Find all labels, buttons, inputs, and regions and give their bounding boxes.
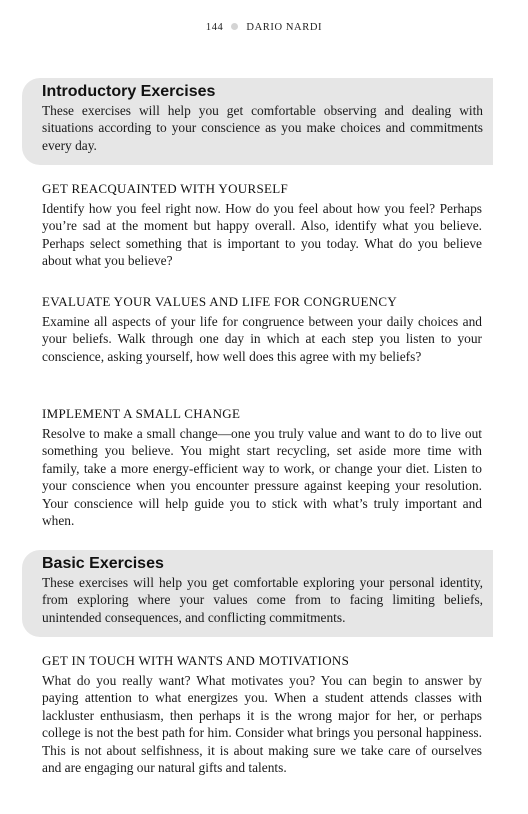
box-text: These exercises will help you get comfortable exploring your personal identity, from exploring where your values come from to facing limiting beliefs, unintended consequences, and conflicting commitments. xyxy=(42,575,483,625)
box-text: These exercises will help you get comfortable observing and dealing with situations according to your conscience as you make choices and commitments every day. xyxy=(42,103,483,153)
page-number: 144 xyxy=(205,22,224,33)
section-heading: IMPLEMENT A SMALL CHANGE xyxy=(42,406,241,421)
section-text: Identify how you feel right now. How do you feel about how you feel? Perhaps you’re sad at the moment but happy overall. Also, identify what you believe. Perhaps select something that is important to you today. What do you believe about what you believe? xyxy=(42,201,482,269)
running-head xyxy=(0,22,528,33)
section-reacquainted xyxy=(42,180,482,270)
section-text: Examine all aspects of your life for congruence between your daily choices and your beliefs. Walk through one day in which at each step you listen to your conscience, asking yourself, how well does this agree with my beliefs? xyxy=(42,314,482,364)
author-name: DARIO NARDI xyxy=(246,22,323,33)
section-heading: GET IN TOUCH WITH WANTS AND MOTIVATIONS xyxy=(42,653,350,668)
section-text: Resolve to make a small change—one you truly value and want to do to live out something you believe. You might start recycling, set aside more time with family, take a more energy-efficient way to work, or change your diet. Listen to your conscience when you encounter pressure against keeping your resolution. Your conscience will help guide you to stick with what’s truly important and when. xyxy=(42,426,482,529)
box-title: Basic Exercises xyxy=(42,555,164,572)
section-heading: EVALUATE YOUR VALUES AND LIFE FOR CONGRUENCY xyxy=(42,294,398,309)
introductory-exercises-box xyxy=(22,78,493,165)
section-small-change xyxy=(42,405,482,529)
basic-exercises-box xyxy=(22,550,493,637)
separator-dot-icon xyxy=(231,23,238,30)
section-evaluate-values xyxy=(42,293,482,365)
box-title: Introductory Exercises xyxy=(42,83,216,100)
section-text: What do you really want? What motivates you? You can begin to answer by paying attention to what energizes you. When a student attends classes with lackluster enthusiasm, then perhaps it is the wrong major for her, or perhaps college is not the best path for him. Consider what brings you personal happiness. This is not about selfishness, it is about making sure we take care of ourselves and are engaging our natural gifts and talents. xyxy=(42,673,482,776)
section-wants-motivations xyxy=(42,652,482,776)
section-heading: GET REACQUAINTED WITH YOURSELF xyxy=(42,181,288,196)
